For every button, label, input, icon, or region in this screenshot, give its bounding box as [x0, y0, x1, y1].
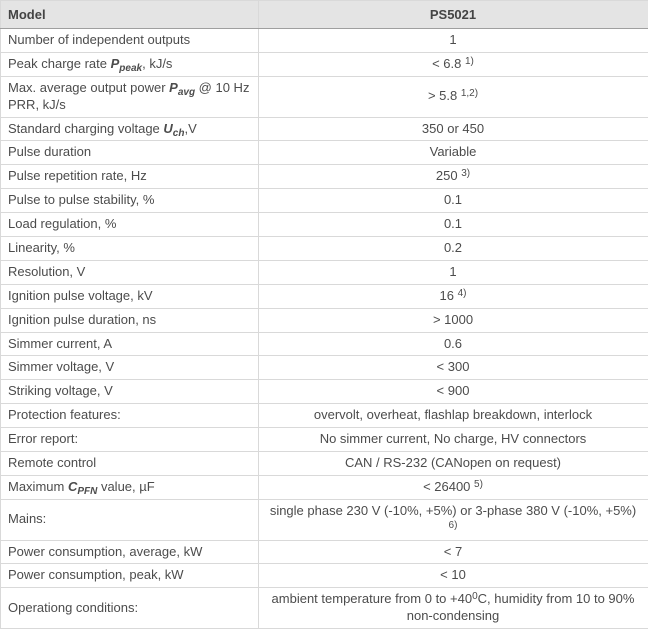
spec-row: [1, 380, 648, 404]
spec-label: Pulse duration: [1, 141, 259, 165]
spec-row: [1, 76, 648, 117]
spec-value: 350 or 450: [259, 117, 648, 141]
spec-value: ambient temperature from 0 to $+40^0C$, humidity from 10 to 90% non-condensing: [259, 588, 648, 629]
spec-value: < 26400 $^{5)}$: [259, 475, 648, 499]
spec-label: Pulse repetition rate, Hz: [1, 165, 259, 189]
spec-label: Linearity, %: [1, 237, 259, 261]
spec-row: [1, 284, 648, 308]
spec-label: Peak charge rate $P_{peak}$, kJ/s: [1, 52, 259, 76]
spec-value: < 10: [259, 564, 648, 588]
spec-label: Pulse to pulse stability, %: [1, 189, 259, 213]
spec-label: Power consumption, peak, kW: [1, 564, 259, 588]
spec-label: Power consumption, average, kW: [1, 540, 259, 564]
spec-row: [1, 540, 648, 564]
spec-value: 1: [259, 260, 648, 284]
spec-value: single phase 230 V (-10%, +5%) or 3-phase 380 V (-10%, +5%) $^{6)}$: [259, 499, 648, 540]
spec-label: Operationg conditions:: [1, 588, 259, 629]
spec-label: Standard charging voltage $U_{ch},V$: [1, 117, 259, 141]
spec-table-body: [1, 29, 648, 629]
spec-value: 250 $^{3)}$: [259, 165, 648, 189]
spec-label: Ignition pulse voltage, kV: [1, 284, 259, 308]
spec-row: [1, 141, 648, 165]
spec-label: Striking voltage, V: [1, 380, 259, 404]
spec-label: Maximum $C_{PFN}$ value, µF: [1, 475, 259, 499]
spec-row: [1, 308, 648, 332]
spec-value: 0.2: [259, 237, 648, 261]
spec-label: Mains:: [1, 499, 259, 540]
spec-label: Resolution, V: [1, 260, 259, 284]
spec-row: [1, 237, 648, 261]
product-header-cell: PS5021: [259, 1, 648, 29]
spec-row: [1, 588, 648, 629]
spec-value: 1: [259, 29, 648, 53]
spec-value: 0.6: [259, 332, 648, 356]
spec-row: [1, 189, 648, 213]
spec-label: Ignition pulse duration, ns: [1, 308, 259, 332]
spec-value: 16 $^{4)}$: [259, 284, 648, 308]
spec-row: [1, 52, 648, 76]
spec-value: > 5.8 $^{1,2)}$: [259, 76, 648, 117]
spec-label: Remote control: [1, 452, 259, 476]
spec-value: < 7: [259, 540, 648, 564]
spec-value: > 1000: [259, 308, 648, 332]
spec-row: [1, 356, 648, 380]
spec-value: < 300: [259, 356, 648, 380]
spec-label: Max. average output power $P_{avg}$ @ 10 Hz PRR, kJ/s: [1, 76, 259, 117]
spec-label: Protection features:: [1, 404, 259, 428]
spec-value: CAN / RS-232 (CANopen on request): [259, 452, 648, 476]
spec-label: Load regulation, %: [1, 213, 259, 237]
spec-row: [1, 260, 648, 284]
spec-row: [1, 165, 648, 189]
model-header-cell: Model: [1, 1, 259, 29]
spec-row: [1, 117, 648, 141]
spec-row: [1, 499, 648, 540]
spec-value: Variable: [259, 141, 648, 165]
spec-label: Simmer voltage, V: [1, 356, 259, 380]
spec-row: [1, 29, 648, 53]
spec-row: [1, 332, 648, 356]
spec-header-row: [1, 1, 648, 29]
spec-value: overvolt, overheat, flashlap breakdown, interlock: [259, 404, 648, 428]
spec-row: [1, 564, 648, 588]
spec-value: 0.1: [259, 189, 648, 213]
spec-row: [1, 428, 648, 452]
spec-value: No simmer current, No charge, HV connectors: [259, 428, 648, 452]
spec-value: < 6.8 $^{1)}$: [259, 52, 648, 76]
spec-label: Simmer current, A: [1, 332, 259, 356]
spec-row: [1, 404, 648, 428]
spec-row: [1, 475, 648, 499]
spec-row: [1, 452, 648, 476]
spec-row: [1, 213, 648, 237]
spec-label: Error report:: [1, 428, 259, 452]
spec-value: 0.1: [259, 213, 648, 237]
spec-value: < 900: [259, 380, 648, 404]
spec-label: Number of independent outputs: [1, 29, 259, 53]
